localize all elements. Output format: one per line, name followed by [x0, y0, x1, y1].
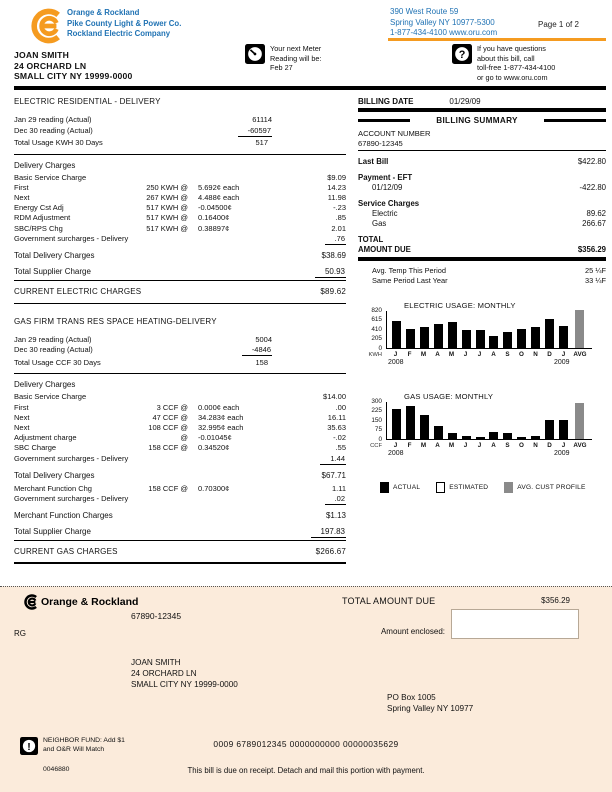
total-supplier-row [14, 267, 346, 276]
y-tick: 0 [378, 344, 382, 352]
amount-enclosed-label: Amount enclosed: [380, 627, 445, 636]
usage-bar-6-j [476, 437, 485, 439]
charge-row: Government surcharges - Delivery .02 [14, 494, 345, 504]
utility-address-line: 390 West Route 59 [390, 7, 459, 16]
svg-text:!: ! [27, 741, 31, 754]
same-period-row [358, 276, 606, 286]
total-amount: 50.93 [315, 267, 346, 278]
usage-bar-3-a [434, 324, 443, 348]
total-label: TOTAL [358, 234, 384, 244]
usage-bar-10-n [531, 436, 540, 439]
x-tick: A [491, 350, 496, 358]
stub-rg-code: RG [14, 629, 26, 638]
y-tick: 225 [371, 407, 382, 414]
electric-charge-rows [14, 173, 346, 244]
questions-line: If you have questions [477, 44, 546, 53]
usage-bar-12-j [559, 420, 568, 439]
stub-brand-name: Orange & Rockland [41, 596, 139, 608]
electric-section-title: ELECTRIC RESIDENTIAL - DELIVERY [14, 97, 161, 106]
usage-bar-0-j [392, 409, 401, 439]
questions-phone: toll-free 1-877-434-4100 [477, 63, 556, 72]
payment-stub [0, 586, 612, 792]
exclamation-icon [20, 737, 38, 755]
avg-profile-swatch-icon [504, 482, 513, 493]
meter-reading-row [14, 115, 346, 126]
questions-url: or go to www.oru.com [477, 72, 548, 82]
total-delivery-row [14, 251, 346, 260]
customer-street: 24 ORCHARD LN [14, 60, 87, 71]
usage-bar-2-m [420, 327, 429, 348]
divider [14, 540, 346, 541]
x-tick: A [435, 441, 440, 449]
divider [14, 280, 346, 281]
x-tick: J [393, 441, 398, 449]
x-tick: AVG [573, 441, 587, 449]
usage-label: Total Usage KWH 30 Days [14, 138, 103, 147]
current-amount: $266.67 [315, 547, 346, 557]
usage-label: Total Usage CCF 30 Days [14, 357, 101, 367]
remit-to-line: Spring Valley NY 10977 [387, 704, 474, 713]
x-tick: N [533, 441, 538, 449]
mail-to-line: 24 ORCHARD LN [131, 669, 197, 678]
total-amount: $67.71 [321, 470, 346, 480]
company-logo [22, 8, 181, 44]
x-tick: F [407, 350, 412, 358]
x-tick: S [505, 350, 510, 358]
account-number: 67890-12345 [358, 138, 403, 148]
avg-temp-label: Avg. Temp This Period [372, 265, 446, 275]
neighbor-fund-line: NEIGHBOR FUND: Add $1 [43, 737, 125, 744]
usage-bar-12-j [559, 326, 568, 348]
chart-title: ELECTRIC USAGE: MONTHLY [404, 300, 516, 310]
meter-reading-row [14, 335, 346, 346]
meter-reading-row [14, 126, 346, 137]
total-row [358, 235, 606, 245]
total-amount: $1.13 [325, 511, 346, 521]
stub-total-due-amount: $356.29 [541, 596, 570, 605]
gas-charge-rows [14, 392, 346, 463]
usage-bar-7-a [489, 432, 498, 439]
chart-plot [386, 311, 592, 349]
reading-value: -60597 [238, 126, 272, 137]
usage-bar-2-m [420, 415, 429, 439]
legend-avg-profile [504, 482, 585, 493]
divider [358, 119, 410, 122]
total-label: Merchant Function Charges [14, 511, 113, 521]
x-tick: M [420, 350, 427, 358]
charge-row: First 250 KWH @ 5.692¢ each 14.23 [14, 182, 346, 192]
charge-row: Next 47 CCF @ 34.283¢ each 16.11 [14, 412, 346, 422]
x-tick: M [420, 441, 427, 449]
page-indicator: Page 1 of 2 [538, 20, 579, 29]
customer-address [14, 50, 132, 82]
reading-label: Jan 29 reading (Actual) [14, 334, 92, 344]
payment-label: Payment - EFT [358, 172, 413, 182]
chart-y-axis [360, 397, 386, 449]
meter-clock-icon [245, 44, 265, 64]
electric-usage-chart [360, 301, 606, 369]
meter-notice-line: Your next Meter [270, 44, 322, 53]
divider [14, 373, 346, 374]
charge-row: Merchant Function Chg 158 CCF @ 0.70300¢ 1.11 [14, 483, 346, 493]
meter-reading-row [14, 345, 346, 356]
service-charges-label: Service Charges [358, 198, 420, 208]
last-bill-row [358, 157, 606, 167]
service-electric-row [358, 209, 606, 219]
amount-enclosed-box[interactable] [451, 609, 579, 639]
question-icon [452, 44, 472, 64]
y-tick: 300 [371, 397, 382, 405]
y-axis-unit: CCF [370, 442, 382, 449]
usage-bar-4-m [448, 322, 457, 348]
amount-due-row [358, 245, 606, 255]
usage-bar-13-avg [575, 310, 584, 348]
current-amount: $89.62 [320, 286, 346, 296]
remit-to-line: PO Box 1005 [387, 693, 436, 702]
utility-address-line: Spring Valley NY 10977-5300 [390, 17, 495, 27]
charge-row: SBC Charge 158 CCF @ 0.34520¢ .55 [14, 443, 346, 453]
x-tick: D [547, 350, 552, 358]
company-line: Rockland Electric Company [67, 29, 171, 38]
x-tick: J [463, 441, 468, 449]
chart-y-axis [360, 306, 386, 358]
total-amount: $38.69 [321, 250, 346, 260]
usage-value: 158 [255, 357, 268, 367]
charge-row: Next 267 KWH @ 4.488¢ each 11.98 [14, 192, 346, 202]
y-tick: 410 [371, 325, 382, 333]
oru-logo-icon [20, 594, 37, 610]
usage-bar-5-j [462, 436, 471, 439]
stub-form-code: 0046880 [43, 766, 70, 773]
chart-year-left: 2008 [388, 449, 404, 457]
y-tick: 205 [371, 335, 382, 342]
x-tick: D [547, 441, 552, 449]
legend-label: ACTUAL [393, 483, 421, 491]
x-tick: M [448, 350, 455, 358]
mail-to-line: JOAN SMITH [131, 658, 181, 667]
chart-plot [386, 402, 592, 440]
x-tick: S [505, 441, 510, 449]
y-tick: 75 [374, 426, 382, 433]
temperature-info [358, 266, 606, 286]
usage-bar-0-j [392, 321, 401, 348]
charge-row: Basic Service Charge $14.00 [14, 392, 346, 402]
usage-bar-7-a [489, 336, 498, 348]
same-period-label: Same Period Last Year [372, 275, 448, 285]
usage-bar-10-n [531, 327, 540, 348]
x-tick: J [477, 441, 482, 449]
header-rule [14, 86, 606, 90]
usage-bar-11-d [545, 420, 554, 439]
divider [358, 150, 606, 151]
meter-notice-date: Feb 27 [270, 63, 293, 72]
charge-row: SBC/RPS Chg 517 KWH @ 0.38897¢ 2.01 [14, 223, 346, 233]
billing-date-row [358, 97, 606, 106]
x-tick: J [561, 441, 566, 449]
thick-divider [358, 108, 606, 112]
current-gas-row [14, 544, 346, 559]
x-tick: J [561, 350, 566, 358]
x-tick: M [448, 441, 455, 449]
legend-estimated [436, 482, 488, 493]
x-tick: N [533, 350, 538, 358]
y-tick: 0 [378, 435, 382, 443]
reading-label: Jan 29 reading (Actual) [14, 115, 92, 124]
usage-bar-6-j [476, 330, 485, 348]
avg-temp-row [358, 266, 606, 276]
payment-date: 01/12/09 [372, 182, 403, 192]
usage-bar-1-f [406, 329, 415, 348]
company-line: Orange & Rockland [67, 8, 140, 17]
x-tick: O [519, 441, 524, 449]
stub-account-number: 67890-12345 [131, 611, 182, 621]
company-name-lines [67, 8, 181, 44]
service-charges-row [358, 199, 606, 209]
gas-usage-chart [360, 392, 606, 460]
usage-bar-1-f [406, 406, 415, 439]
current-label: CURRENT GAS CHARGES [14, 547, 118, 557]
estimated-swatch-icon [436, 482, 445, 493]
legend-label: AVG. CUST PROFILE [517, 483, 586, 491]
charge-row: First 3 CCF @ 0.000¢ each .00 [14, 402, 346, 412]
charge-row: Government surcharges - Delivery 1.44 [14, 453, 345, 463]
total-delivery-row [14, 471, 346, 480]
chart-x-labels [386, 442, 592, 449]
billing-summary-header [358, 116, 606, 125]
x-tick: J [463, 350, 468, 358]
divider [544, 119, 606, 122]
usage-bar-5-j [462, 330, 471, 348]
divider [14, 154, 346, 155]
x-tick: A [435, 350, 440, 358]
actual-swatch-icon [380, 482, 389, 493]
usage-bar-8-s [503, 433, 512, 439]
y-tick: 150 [371, 416, 382, 424]
total-label: Total Delivery Charges [14, 250, 95, 260]
delivery-charges-heading: Delivery Charges [14, 380, 76, 390]
avg-temp-value: 25 ¼F [585, 265, 606, 275]
service-electric-amount: 89.62 [586, 208, 606, 218]
neighbor-fund-line: and O&R Will Match [43, 745, 105, 753]
usage-value: 517 [255, 138, 268, 147]
charges-column [14, 97, 346, 564]
stub-scan-line: 0009 6789012345 0000000000 00000035629 [213, 739, 399, 749]
payment-detail-row [358, 183, 606, 193]
usage-bar-9-o [517, 437, 526, 439]
thick-divider [14, 562, 346, 564]
stub-remit-address [387, 692, 473, 714]
oru-logo-icon [22, 8, 60, 44]
svg-text:?: ? [458, 49, 466, 62]
reading-value: 5004 [255, 334, 272, 344]
chart-year-labels [386, 450, 592, 460]
stub-mailing-address [131, 657, 238, 690]
usage-bar-9-o [517, 329, 526, 348]
customer-city: SMALL CITY NY 19999-0000 [14, 71, 133, 81]
charge-row: Basic Service Charge $9.09 [14, 172, 346, 182]
questions-notice [452, 44, 555, 82]
usage-row [14, 138, 346, 149]
thick-divider [358, 257, 606, 261]
amount-due-label: AMOUNT DUE [358, 244, 411, 254]
company-line: Pike County Light & Power Co. [67, 18, 182, 28]
chart-year-right: 2009 [554, 358, 570, 366]
billing-date-value: 01/29/09 [449, 97, 481, 106]
usage-legend [380, 482, 606, 493]
meter-notice-line: Reading will be: [270, 53, 322, 63]
charge-row: Government surcharges - Delivery .76 [14, 233, 345, 243]
chart-year-left: 2008 [388, 358, 404, 366]
y-axis-unit: KWH [368, 351, 382, 358]
total-label: Total Delivery Charges [14, 470, 95, 480]
merchant-charge-rows [14, 484, 346, 504]
questions-line: about this bill, call [477, 53, 535, 63]
legend-actual [380, 482, 420, 493]
service-gas-label: Gas [372, 218, 387, 228]
stub-footer-text: This bill is due on receipt. Detach and mail this portion with payment. [187, 766, 425, 775]
usage-row [14, 358, 346, 369]
mail-to-line: SMALL CITY NY 19999-0000 [131, 680, 238, 689]
x-tick: J [393, 350, 398, 358]
x-tick: O [519, 350, 524, 358]
legend-label: ESTIMATED [449, 483, 489, 491]
usage-bar-3-a [434, 426, 443, 439]
merchant-total-row [14, 511, 346, 520]
service-electric-label: Electric [372, 208, 398, 218]
usage-bar-8-s [503, 332, 512, 348]
usage-bar-13-avg [575, 403, 584, 439]
reading-value: -4846 [242, 345, 272, 356]
y-tick: 615 [371, 316, 382, 323]
total-amount: 197.83 [311, 527, 346, 538]
chart-title: GAS USAGE: MONTHLY [404, 391, 494, 401]
billing-summary-title: BILLING SUMMARY [436, 115, 518, 125]
customer-name: JOAN SMITH [14, 50, 69, 60]
meter-reading-notice [245, 44, 322, 73]
billing-date-label: BILLING DATE [358, 97, 414, 106]
utility-address [390, 7, 497, 39]
current-electric-row [14, 284, 346, 299]
current-label: CURRENT ELECTRIC CHARGES [14, 286, 142, 296]
service-gas-amount: 266.67 [582, 218, 606, 228]
utility-address-line: 1-877-434-4100 www.oru.com [390, 28, 498, 37]
same-period-value: 33 ¼F [585, 275, 606, 285]
charge-row: Adjustment charge @ -0.01045¢ -.02 [14, 433, 346, 443]
reading-label: Dec 30 reading (Actual) [14, 345, 93, 355]
neighbor-fund-notice [20, 737, 125, 755]
orange-divider [388, 38, 606, 41]
charge-row: RDM Adjustment 517 KWH @ 0.16400¢ .85 [14, 213, 346, 223]
usage-bar-4-m [448, 433, 457, 439]
charge-row: Next 108 CCF @ 32.995¢ each 35.63 [14, 423, 346, 433]
payment-row [358, 173, 606, 183]
chart-year-right: 2009 [554, 449, 570, 457]
summary-column [358, 97, 606, 493]
last-bill-label: Last Bill [358, 156, 389, 166]
stub-logo [20, 594, 138, 610]
x-tick: AVG [573, 350, 587, 358]
x-tick: J [477, 350, 482, 358]
x-tick: A [491, 441, 496, 449]
y-tick: 820 [371, 306, 382, 314]
gas-section-title: GAS FIRM TRANS RES SPACE HEATING-DELIVERY [14, 316, 217, 326]
reading-label: Dec 30 reading (Actual) [14, 125, 93, 135]
delivery-charges-heading: Delivery Charges [14, 160, 76, 170]
reading-value: 61114 [252, 115, 272, 124]
charge-row: Energy Cst Adj 517 KWH @ -0.04500¢ -.23 [14, 203, 346, 213]
total-label: Total Supplier Charge [14, 266, 91, 276]
amount-due-value: $356.29 [577, 244, 606, 254]
chart-year-labels [386, 359, 592, 369]
usage-bar-11-d [545, 319, 554, 348]
total-label: Total Supplier Charge [14, 527, 91, 537]
chart-x-labels [386, 351, 592, 358]
total-supplier-row [14, 527, 346, 536]
account-number-label: ACCOUNT NUMBER [358, 128, 431, 138]
x-tick: F [407, 441, 412, 449]
last-bill-amount: $422.80 [577, 156, 606, 166]
service-gas-row [358, 219, 606, 229]
stub-total-due-label: TOTAL AMOUNT DUE [342, 596, 436, 606]
payment-amount: -422.80 [579, 182, 606, 192]
